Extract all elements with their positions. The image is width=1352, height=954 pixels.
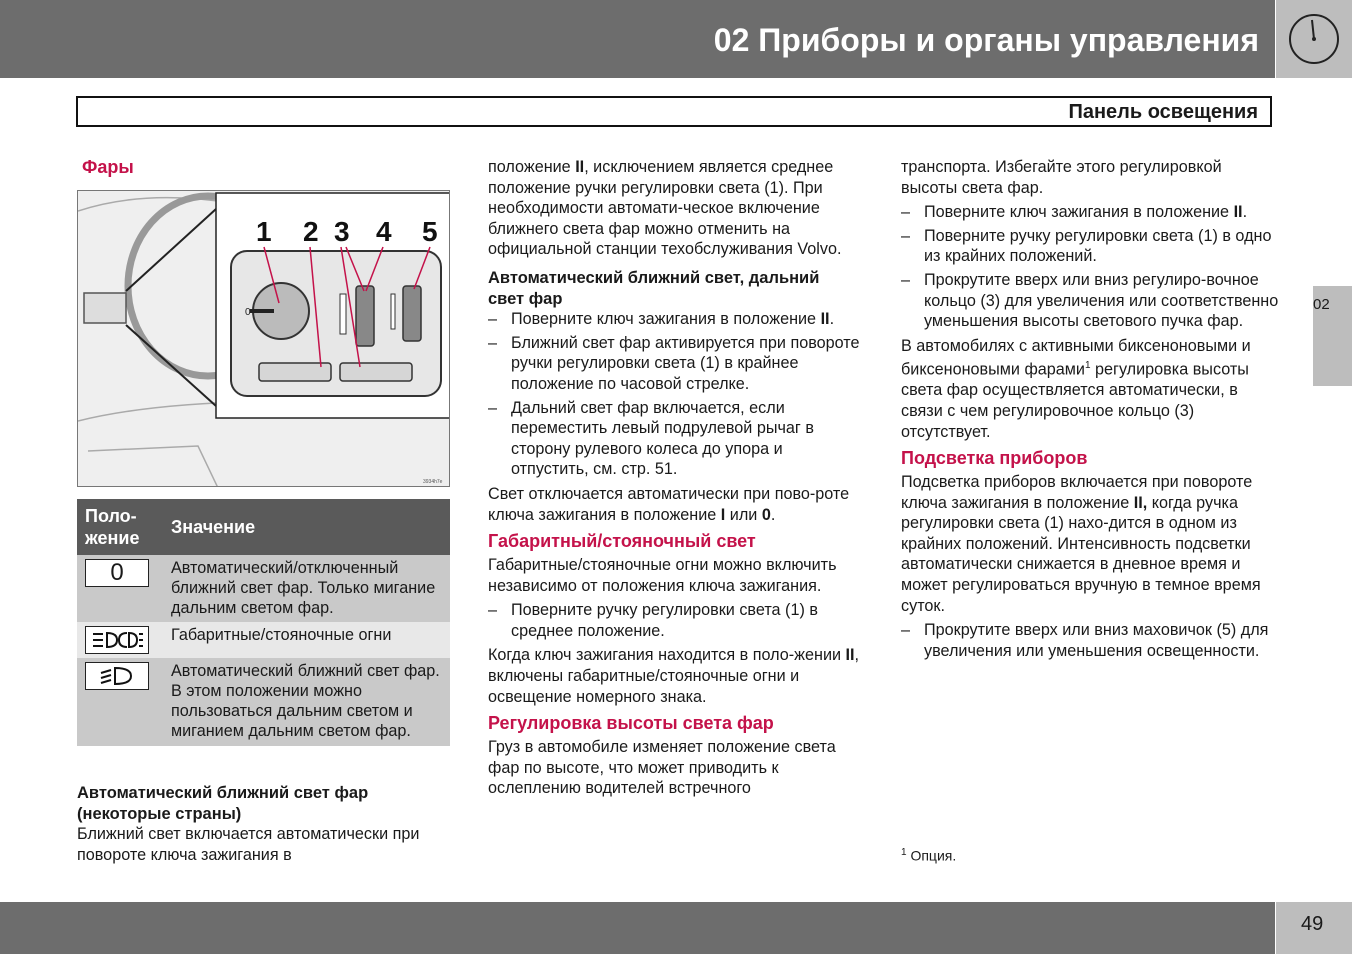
paragraph: Груз в автомобиле изменяет положение света фар по высоте, что может приводить к ослеплению водителей встречного bbox=[488, 738, 836, 798]
section-title-box bbox=[76, 96, 1272, 127]
header-bar bbox=[0, 0, 1275, 78]
instruction-list bbox=[488, 600, 860, 641]
figure-code: 3934h7e bbox=[423, 479, 443, 485]
paragraph: В автомобилях с активными биксеноновыми и биксеноновыми фарами$^1$ регулировка высоты света фар осуществляется автоматически, в связи с чем регулировочное кольцо (3) отсутствует. bbox=[901, 336, 1251, 441]
callout-5 bbox=[422, 216, 438, 247]
paragraph: Свет отключается автоматически при пово-роте ключа зажигания в положение I или 0. bbox=[488, 484, 850, 524]
callout-4 bbox=[376, 216, 392, 247]
instruction-list bbox=[488, 309, 860, 480]
section-title: Панель освещения bbox=[1068, 101, 1258, 123]
heading-auto-low-beam-some-countries: Автоматический ближний свет фар (некоторые страны) bbox=[77, 784, 369, 823]
table-cell-meaning: Автоматический ближний свет фар. В этом положении можно пользоваться дальним светом и миганием дальним светом фар. bbox=[163, 658, 450, 745]
footer-bar bbox=[0, 902, 1275, 954]
table-cell-meaning: Автоматический/отключенный ближний свет фар. Только мигание дальним светом фар. bbox=[163, 555, 450, 622]
instruction-list bbox=[901, 620, 1279, 661]
list-item: – Дальний свет фар включается, если переместить левый подрулевой рычаг в сторону рулевого колеса до упора и отпустить, см. стр. 51. bbox=[488, 398, 860, 480]
list-item: – Поверните ключ зажигания в положение II. bbox=[488, 309, 860, 330]
gauge-icon bbox=[1276, 0, 1352, 78]
paragraph: Габаритные/стояночные огни можно включить независимо от положения ключа зажигания. bbox=[488, 556, 837, 595]
page-number-box bbox=[1276, 902, 1352, 954]
callout-1 bbox=[256, 216, 272, 247]
paragraph: Когда ключ зажигания находится в поло-жении II, включены габаритные/стояночные огни и освещение номерного знака. bbox=[488, 646, 860, 706]
paragraph: Ближний свет включается автоматически при повороте ключа зажигания в bbox=[77, 825, 420, 864]
list-item: – Поверните ручку регулировки света (1) в одно из крайних положений. bbox=[901, 226, 1279, 267]
chapter-side-tab-label: 02 bbox=[1313, 296, 1330, 313]
svg-text:5: 5 bbox=[422, 216, 438, 247]
zero-position-icon: 0 bbox=[85, 559, 149, 587]
callout-3 bbox=[334, 216, 350, 247]
svg-text:1: 1 bbox=[256, 216, 272, 247]
low-beam-icon bbox=[85, 662, 149, 690]
list-item: – Прокрутите вверх или вниз маховичок (5) для увеличения или уменьшения освещенности. bbox=[901, 620, 1279, 661]
heading-auto-low-high-beam: Автоматический ближний свет, дальний свет фар bbox=[488, 268, 820, 308]
gauge-icon-tab bbox=[1276, 0, 1352, 78]
column-2 bbox=[488, 157, 860, 803]
chapter-side-tab bbox=[1313, 286, 1352, 386]
table-row bbox=[77, 622, 450, 658]
chapter-title: 02 Приборы и органы управления bbox=[713, 22, 1259, 58]
heading-headlight-leveling: Регулировка высоты света фар bbox=[488, 713, 774, 734]
paragraph: транспорта. Избегайте этого регулировкой высоты света фар. bbox=[901, 158, 1222, 197]
list-item: – Поверните ручку регулировки света (1) в среднее положение. bbox=[488, 600, 860, 641]
instruction-list bbox=[901, 202, 1279, 332]
table-row bbox=[77, 658, 450, 745]
column-1 bbox=[82, 155, 452, 181]
dial-zero-label: 0 bbox=[245, 307, 251, 318]
position-table bbox=[77, 499, 450, 746]
column-1-bottom bbox=[77, 783, 452, 869]
table-header-meaning: Значение bbox=[163, 499, 450, 555]
light-switch-illustration bbox=[78, 191, 450, 487]
table-header-position: Поло- жение bbox=[77, 499, 163, 555]
list-item: – Ближний свет фар активируется при повороте ручки регулировки света (1) в крайнее положение по часовой стрелке. bbox=[488, 333, 860, 395]
list-item: – Поверните ключ зажигания в положение II. bbox=[901, 202, 1279, 223]
footnote: $^1$ Опция. bbox=[901, 847, 957, 864]
table-row bbox=[77, 555, 450, 622]
paragraph: положение II, исключением является среднее положение ручки регулировки света (1). При необходимости автомати-ческое включение ближнего света фар можно отменить на официальной станции техобслуживания Volvo. bbox=[488, 158, 842, 259]
light-switch-figure bbox=[77, 190, 450, 487]
svg-text:4: 4 bbox=[376, 216, 392, 247]
page-number: 49 bbox=[1301, 913, 1324, 935]
table-cell-meaning: Габаритные/стояночные огни bbox=[163, 622, 450, 658]
callout-2 bbox=[303, 216, 319, 247]
parking-lights-icon bbox=[85, 626, 149, 654]
svg-text:2: 2 bbox=[303, 216, 319, 247]
paragraph: Подсветка приборов включается при повороте ключа зажигания в положение II, когда ручка регулировки света (1) нахо-дится в одном из крайних положений. Интенсивность подсветки автоматически снижается в дневное время и может регулироваться вручную в темное время суток. bbox=[901, 473, 1261, 615]
heading-instrument-lighting: Подсветка приборов bbox=[901, 448, 1088, 469]
list-item: – Прокрутите вверх или вниз регулиро-вочное кольцо (3) для увеличения или соответственно уменьшения высоты светового пучка фар. bbox=[901, 270, 1279, 332]
svg-text:3: 3 bbox=[334, 216, 350, 247]
heading-headlights: Фары bbox=[82, 157, 134, 177]
column-3 bbox=[901, 157, 1279, 665]
table-header-row bbox=[77, 499, 450, 555]
heading-parking-lights: Габаритный/стояночный свет bbox=[488, 531, 756, 552]
